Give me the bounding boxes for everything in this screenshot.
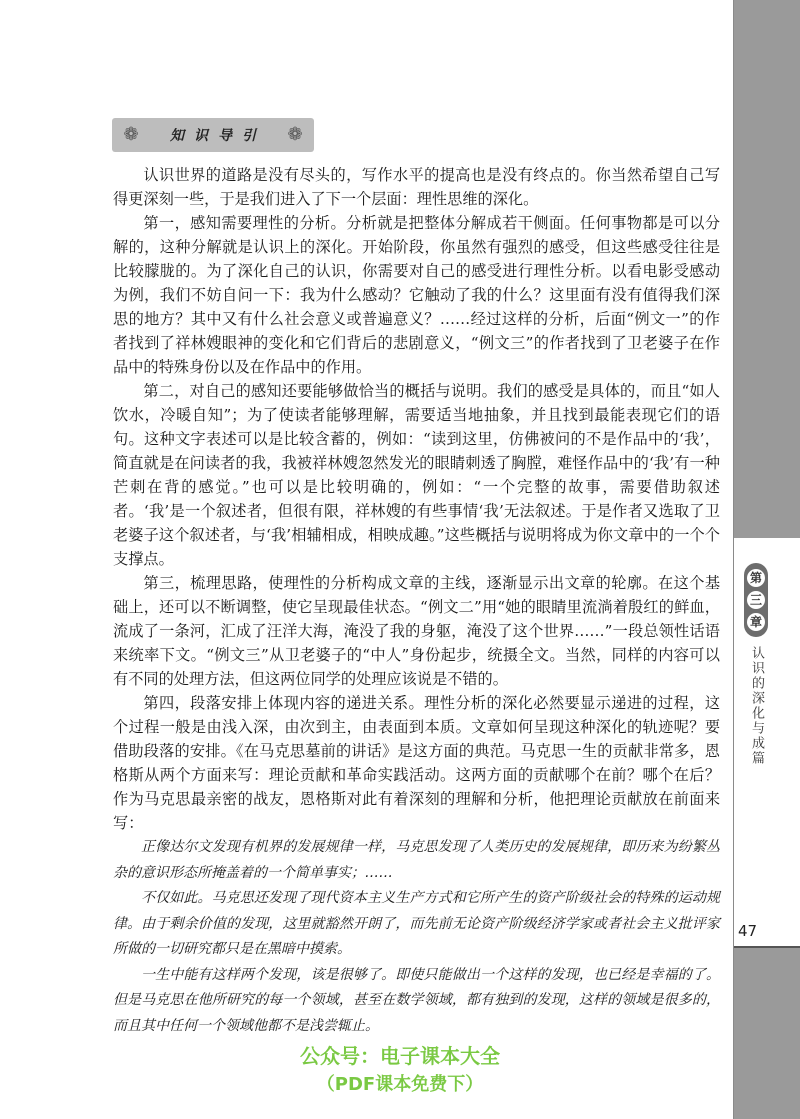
paragraph: 第三，梳理思路，使理性的分析构成文章的主线，逐渐显示出文章的轮廓。在这个基础上，还可以不断调整，使它呈现最佳状态。“例文二”用“她的眼睛里流淌着殷红的鲜血，流成了一条河，汇成了汪洋大海，淹没了我的身躯，淹没了这个世界……”一段总领性话语来统率下文。“例文三”从卫老婆子的“中人”身份起步，统摄全文。当然，同样的内容可以有不同的处理方法，但这两位同学的处理应该说是不错的。 [113,574,720,688]
paragraph: 第一，感知需要理性的分析。分析就是把整体分解成若干侧面。任何事物都是可以分解的，这种分解就是认识上的深化。开始阶段，你虽然有强烈的感受，但这些感受往往是比较朦胧的。为了深化自己的认识，你需要对自己的感受进行理性分析。以看电影受感动为例，我们不妨自问一下：我为什么感动？它触动了我的什么？这里面有没有值得我们深思的地方？其中又有什么社会意义或普遍意义？……经过这样的分析，后面“例文一”的作者找到了祥林嫂眼神的变化和它们背后的悲剧意义，“例文三”的作者找到了卫老婆子在作品中的特殊身份以及在作品中的作用。 [113,214,720,376]
watermark-line2: （PDF课本免费下） [316,1074,484,1095]
section-banner [112,118,314,152]
chapter-char: 章 [747,613,765,631]
flower-ornament-icon: ❁ [287,124,303,145]
section-heading: 知识导引 [170,128,266,144]
page-number: 47 [738,922,758,940]
chapter-badge [744,563,768,637]
margin-rule [733,0,734,1119]
quote-paragraph: 一生中能有这样两个发现，该是很够了。即使只能做出一个这样的发现，也已经是幸福的了。但是马克思在他所研究的每一个领域，甚至在数学领域，都有独到的发现，这样的领域是很多的，而且其中任何一个领域他都不是浅尝辄止。 [113,966,720,1034]
flower-ornament-icon: ❁ [123,124,139,145]
watermark-line1: 公众号：电子课本大全 [300,1044,500,1068]
body-text [113,163,720,1039]
page-number-rule [734,946,800,948]
side-tab-top [734,0,800,538]
chapter-title: 认识的深化与成篇 [749,646,764,766]
paragraph: 第四，段落安排上体现内容的递进关系。理性分析的深化必然要显示递进的过程，这个过程一般是由浅入深，由次到主，由表面到本质。文章如何呈现这种深化的轨迹呢？要借助段落的安排。《在马克思墓前的讲话》是这方面的典范。马克思一生的贡献非常多，恩格斯从两个方面来写：理论贡献和革命实践活动。这两方面的贡献哪个在前？哪个在后？作为马克思最亲密的战友，恩格斯对此有着深刻的理解和分析，他把理论贡献放在前面来写： [113,694,720,832]
paragraph: 认识世界的道路是没有尽头的，写作水平的提高也是没有终点的。你当然希望自己写得更深刻一些，于是我们进入了下一个层面：理性思维的深化。 [113,166,720,208]
quote-paragraph: 正像达尔文发现有机界的发展规律一样，马克思发现了人类历史的发展规律，即历来为纷繁丛杂的意识形态所掩盖着的一个简单事实；…… [113,839,720,881]
quote-paragraph: 不仅如此。马克思还发现了现代资本主义生产方式和它所产生的资产阶级社会的特殊的运动规律。由于剩余价值的发现，这里就豁然开朗了，而先前无论资产阶级经济学家或者社会主义批评家所做的一切研究都只是在黑暗中摸索。 [113,890,720,957]
paragraph: 第二，对自己的感知还要能够做恰当的概括与说明。我们的感受是具体的，而且“如人饮水，冷暖自知”；为了使读者能够理解，需要适当地抽象，并且找到最能表现它们的语句。这种文字表述可以是比较含蓄的，例如：“读到这里，仿佛被问的不是作品中的‘我’，简直就是在问读者的我，我被祥林嫂忽然发光的眼睛刺透了胸膛，难怪作品中的‘我’有一种芒刺在背的感觉。”也可以是比较明确的，例如：“一个完整的故事，需要借助叙述者。‘我’是一个叙述者，但很有限，祥林嫂的有些事情‘我’无法叙述。于是作者又选取了卫老婆子这个叙述者，与‘我’相辅相成，相映成趣。”这些概括与说明将成为你文章中的一个个支撑点。 [113,382,720,568]
chapter-char: 第 [747,569,765,587]
chapter-char: 三 [747,591,765,609]
